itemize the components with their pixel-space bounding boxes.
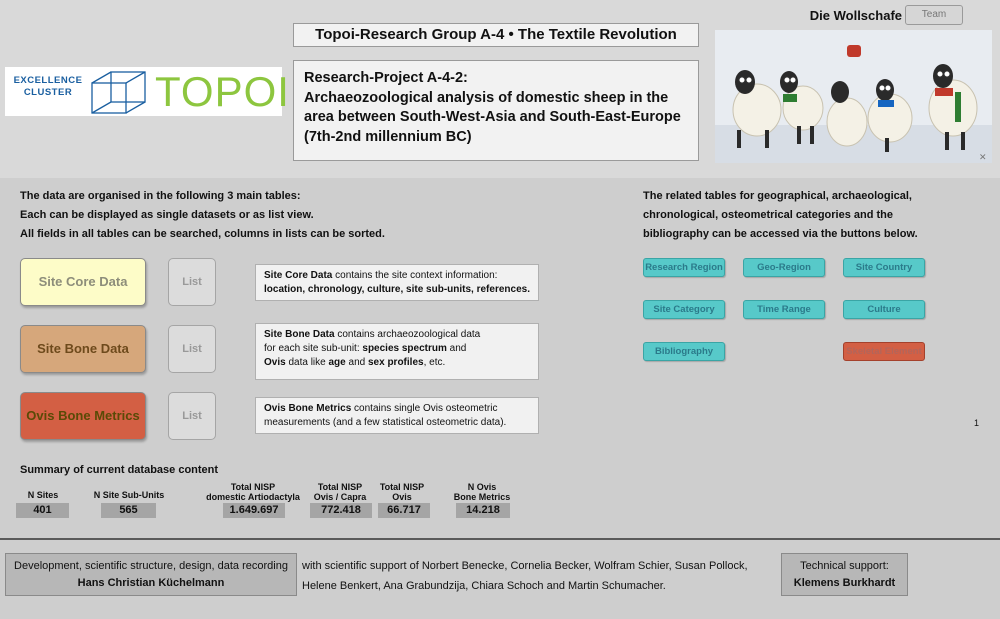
stat-label-nisp-artiodactyla: Total NISP domestic Artiodactyla — [206, 482, 300, 502]
culture-button[interactable]: Culture — [843, 300, 925, 319]
description-line: Each can be displayed as single datasets or as list view. — [20, 209, 314, 221]
site-bone-info: Site Bone Data contains archaeozoological data for each site sub-unit: species spectrum and Ovis data like age and sex profiles, etc. — [255, 323, 539, 380]
skeletal-element-button[interactable]: Skeletal Element — [843, 342, 925, 361]
developer-credit: Development, scientific structure, design, data recording Hans Christian Küchelmann — [5, 553, 297, 596]
site-bone-list-button[interactable]: List — [168, 325, 216, 373]
stat-label-nisp-ovis-capra: Total NISP Ovis / Capra — [313, 482, 367, 502]
description-line: chronological, osteometrical categories and the — [643, 209, 894, 221]
site-category-button[interactable]: Site Category — [643, 300, 725, 319]
summary-title: Summary of current database content — [20, 464, 219, 476]
stat-value-ovis-metrics: 14.218 — [456, 503, 510, 518]
bibliography-button[interactable]: Bibliography — [643, 342, 725, 361]
site-core-info: Site Core Data contains the site context information: location, chronology, culture, site sub-units, references. — [255, 264, 539, 301]
ovis-metrics-info: Ovis Bone Metrics contains single Ovis osteometric measurements (and a few statistical osteometric data). — [255, 397, 539, 434]
site-bone-data-button[interactable]: Site Bone Data — [20, 325, 146, 373]
project-line: Research-Project A-4-2: — [304, 70, 468, 86]
project-line: (7th-2nd millennium BC) — [304, 128, 472, 145]
site-core-list-button[interactable]: List — [168, 258, 216, 306]
logo-excellence-cluster: EXCELLENCE CLUSTER — [13, 75, 83, 98]
description-line: The data are organised in the following 3 main tables: — [20, 190, 301, 202]
ovis-metrics-list-button[interactable]: List — [168, 392, 216, 440]
stat-value-nisp-ovis-capra: 772.418 — [310, 503, 372, 518]
description-line: bibliography can be accessed via the buttons below. — [643, 228, 918, 240]
ovis-bone-metrics-button[interactable]: Ovis Bone Metrics — [20, 392, 146, 440]
tables-description — [20, 187, 385, 244]
stat-label-nisp-ovis: Total NISP Ovis — [379, 482, 425, 502]
stat-label-ovis-metrics: N Ovis Bone Metrics — [453, 482, 511, 502]
technical-support-name: Klemens Burkhardt — [793, 577, 896, 589]
related-tables-description — [643, 187, 973, 244]
time-range-button[interactable]: Time Range — [743, 300, 825, 319]
scientific-support-credit: with scientific support of Norbert Benecke, Cornelia Becker, Wolfram Schier, Susan Pollock, Helene Benkert, Ana Grabundzija, Chiara Schoch and Martin Schumacher. — [302, 560, 748, 592]
project-description — [293, 60, 699, 161]
description-line: All fields in all tables can be searched, columns in lists can be sorted. — [20, 228, 385, 240]
stat-value-n-sites: 401 — [16, 503, 69, 518]
site-core-data-button[interactable]: Site Core Data — [20, 258, 146, 306]
svg-text:✕: ✕ — [979, 153, 987, 163]
footer-divider — [0, 538, 1000, 540]
project-line: area between South-West-Asia and South-East-Europe — [304, 109, 681, 125]
page-number: 1 — [974, 418, 980, 428]
stat-value-nisp-artiodactyla: 1.649.697 — [223, 503, 285, 518]
stat-label-n-sub-units: N Site Sub-Units — [93, 490, 165, 500]
site-country-button[interactable]: Site Country — [843, 258, 925, 277]
technical-support-credit: Technical support: Klemens Burkhardt — [781, 553, 908, 596]
sheep-photo — [715, 30, 992, 163]
team-button[interactable]: Team — [905, 5, 963, 25]
group-name: Die Wollschafe — [809, 8, 902, 23]
logo-topoi-text: TOPOI — [155, 68, 290, 115]
topoi-logo — [5, 67, 290, 116]
description-line: The related tables for geographical, archaeological, — [643, 190, 912, 202]
developer-name: Hans Christian Küchelmann — [77, 577, 225, 589]
stat-value-n-sub-units: 565 — [101, 503, 156, 518]
group-title: Topoi-Research Group A-4 • The Textile Revolution — [293, 23, 699, 47]
project-line: Archaeozoological analysis of domestic sheep in the — [304, 89, 669, 106]
sheep-illustration-icon — [715, 30, 992, 163]
cube-logo-icon — [89, 69, 153, 115]
research-region-button[interactable]: Research Region — [643, 258, 725, 277]
stat-value-nisp-ovis: 66.717 — [378, 503, 430, 518]
stat-label-n-sites: N Sites — [27, 490, 59, 500]
geo-region-button[interactable]: Geo-Region — [743, 258, 825, 277]
